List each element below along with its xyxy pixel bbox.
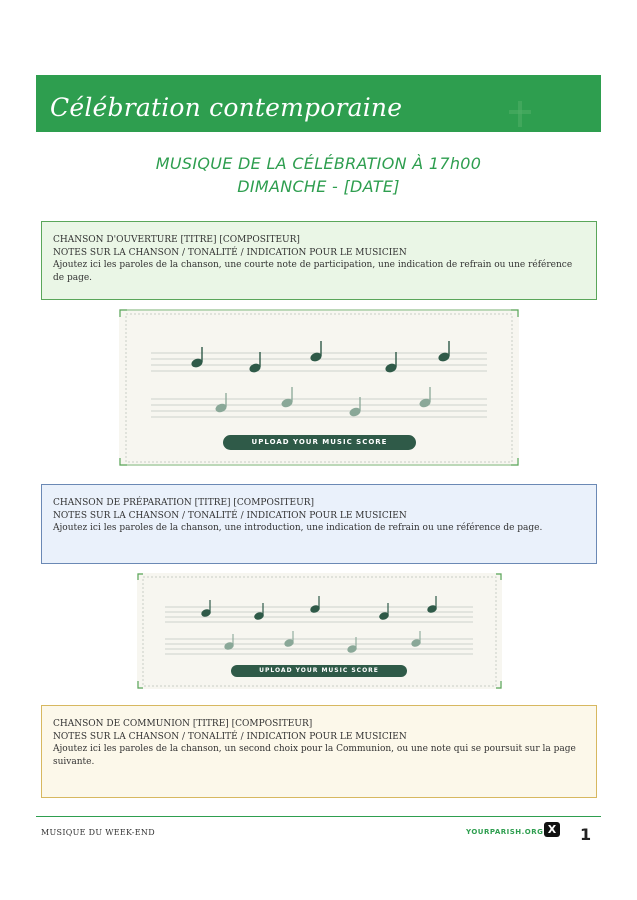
song-title: CHANSON D'OUVERTURE [TITRE] [COMPOSITEUR] — [53, 235, 300, 245]
song-lyrics: Ajoutez ici les paroles de la chanson, un second choix pour la Communion, ou une note qui se poursuit sur la page suivante. — [53, 744, 576, 767]
website-link[interactable]: YOURPARISH.ORG — [466, 828, 544, 836]
song-notes: NOTES SUR LA CHANSON / TONALITÉ / INDICATION POUR LE MUSICIEN — [53, 247, 407, 258]
footer-divider — [36, 816, 601, 817]
song-notes: NOTES SUR LA CHANSON / TONALITÉ / INDICATION POUR LE MUSICIEN — [53, 731, 407, 742]
music-score-placeholder[interactable] — [119, 309, 519, 466]
song-title: CHANSON DE PRÉPARATION [TITRE] [COMPOSITEUR] — [53, 498, 315, 508]
page-title: Célébration contemporaine — [50, 93, 403, 122]
song-lyrics: Ajoutez ici les paroles de la chanson, une introduction, une indication de refrain ou une référence de page. — [53, 523, 543, 533]
cross-icon — [506, 99, 534, 129]
footer-label: MUSIQUE DU WEEK-END — [41, 828, 155, 837]
music-score-placeholder[interactable] — [137, 573, 502, 689]
upload-score-button[interactable]: UPLOAD YOUR MUSIC SCORE — [223, 435, 416, 450]
header-banner — [36, 75, 601, 132]
song-block-preparation — [41, 484, 597, 564]
service-time-heading: MUSIQUE DE LA CÉLÉBRATION À 17h00 — [155, 154, 482, 173]
song-notes: NOTES SUR LA CHANSON / TONALITÉ / INDICATION POUR LE MUSICIEN — [53, 510, 407, 521]
upload-score-button[interactable]: UPLOAD YOUR MUSIC SCORE — [231, 665, 407, 677]
song-block-communion — [41, 705, 597, 798]
song-lyrics: Ajoutez ici les paroles de la chanson, une courte note de participation, une indication de refrain ou une référence de page. — [53, 260, 573, 283]
song-title: CHANSON DE COMMUNION [TITRE] [COMPOSITEUR] — [53, 719, 313, 729]
page-number: 1 — [580, 825, 592, 844]
x-social-icon[interactable]: X — [544, 822, 560, 837]
service-date-heading: DIMANCHE - [DATE] — [237, 177, 400, 196]
song-block-opening — [41, 221, 597, 300]
